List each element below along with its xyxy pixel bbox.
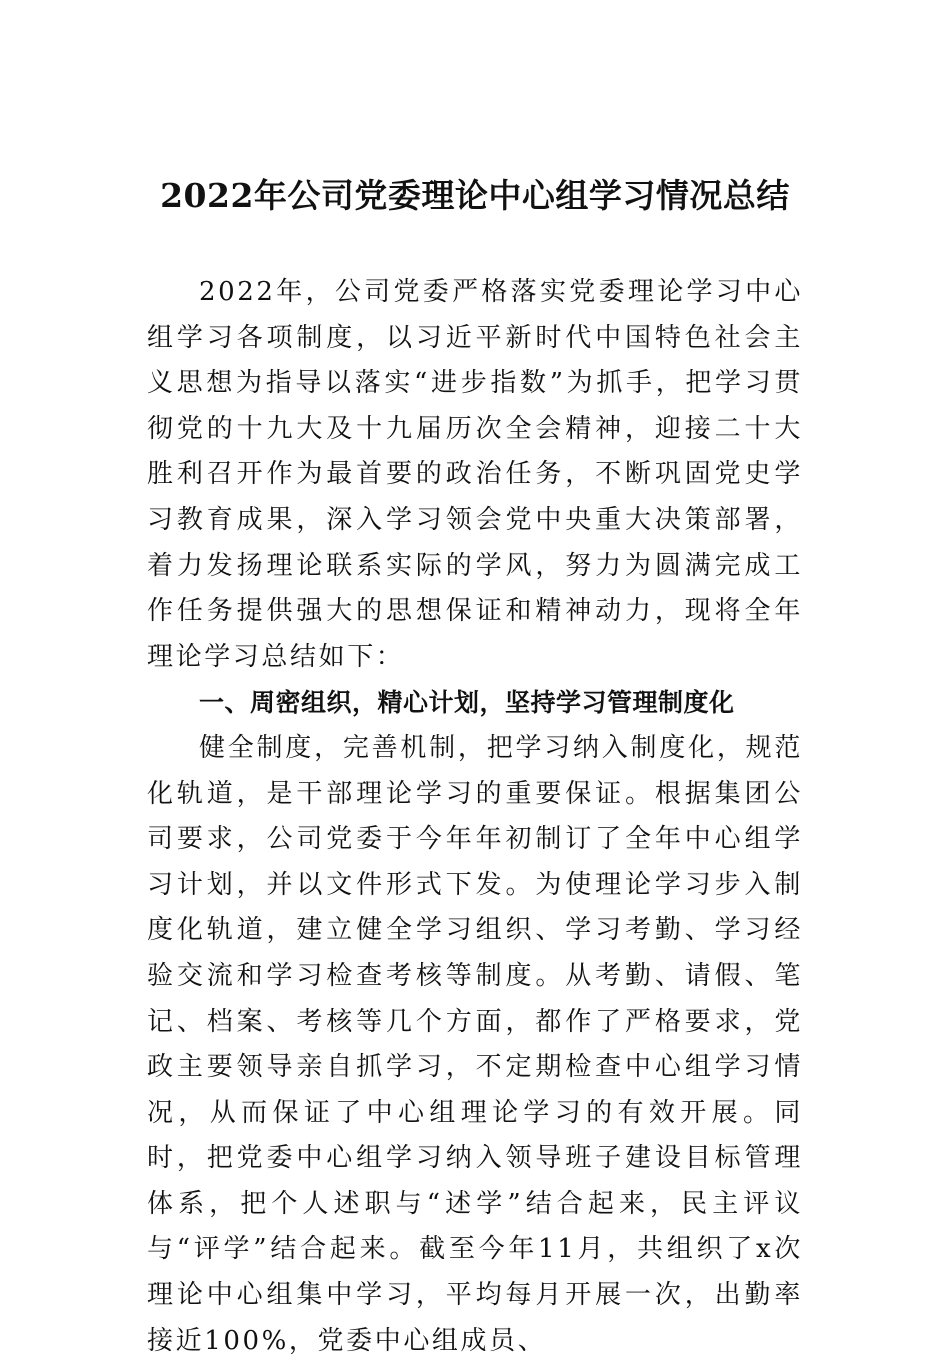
document-title: 2022年公司党委理论中心组学习情况总结 xyxy=(160,176,790,215)
intro-paragraph: 2022年，公司党委严格落实党委理论学习中心组学习各项制度，以习近平新时代中国特色社会主义思想为指导以落实“进步指数”为抓手，把学习贯彻党的十九大及十九届历次全会精神，迎接二十大胜利召开作为最首要的政治任务，不断巩固党史学习教育成果，深入学习领会党中央重大决策部署，着力发扬理论联系实际的学风，努力为圆满完成工作任务提供强大的思想保证和精神动力，现将全年理论学习总结如下： xyxy=(147,277,803,672)
section-paragraph: 健全制度，完善机制，把学习纳入制度化，规范化轨道，是干部理论学习的重要保证。根据集团公司要求，公司党委于今年年初制订了全年中心组学习计划，并以文件形式下发。为使理论学习步入制度化轨道，建立健全学习组织、学习考勤、学习经验交流和学习检查考核等制度。从考勤、请假、笔记、档案、考核等几个方面，都作了严格要求，党政主要领导亲自抓学习，不定期检查中心组学习情况，从而保证了中心组理论学习的有效开展。同时，把党委中心组学习纳入领导班子建设目标管理体系，把个人述职与“述学”结合起来，民主评议与“评学”结合起来。截至今年11月，共组织了x次理论中心组集中学习，平均每月开展一次，出勤率接近100%，党委中心组成员、 xyxy=(147,732,803,1356)
section-heading: 一、周密组织，精心计划，坚持学习管理制度化 xyxy=(199,688,735,718)
document-body xyxy=(147,270,803,1364)
